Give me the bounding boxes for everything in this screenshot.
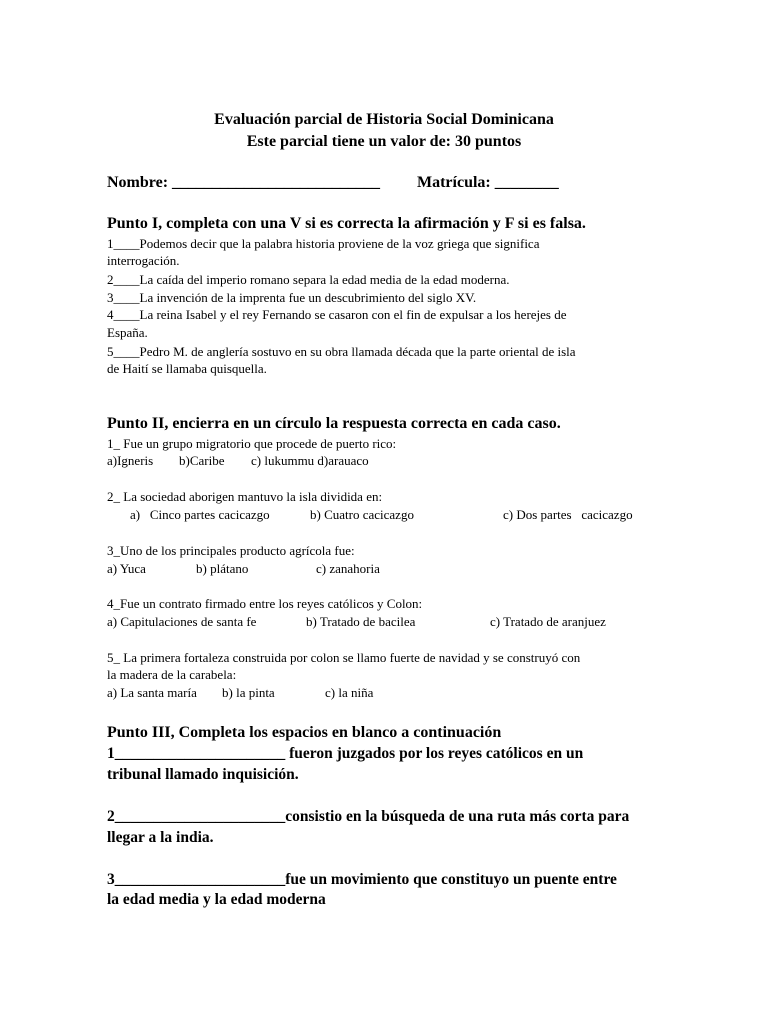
exam-title: Evaluación parcial de Historia Social Dominicana xyxy=(214,111,554,128)
part1-line: 4____La reina Isabel y el rey Fernando se casaron con el fin de expulsar a los herejes de xyxy=(107,307,567,322)
exam-subtitle: Este parcial tiene un valor de: 30 puntos xyxy=(246,133,522,150)
fill-in-item-1: 1______________________ fueron juzgados por los reyes católicos en un xyxy=(107,745,584,762)
q5-option-c: c) la niña xyxy=(325,685,374,700)
part2-heading: Punto II, encierra en un círculo la respuesta correcta en cada caso. xyxy=(107,415,561,432)
question-5-text: 5_ La primera fortaleza construida por colon se llamo fuerte de navidad y se construyó con xyxy=(107,650,581,665)
fill-in-item-1-continued: tribunal llamado inquisición. xyxy=(107,766,299,783)
part1-heading: Punto I, completa con una V si es correcta la afirmación y F si es falsa. xyxy=(107,215,586,232)
part3-heading: Punto III, Completa los espacios en blanco a continuación xyxy=(107,724,502,741)
q3-option-a: a) Yuca xyxy=(107,561,146,576)
question-1-text: 1_ Fue un grupo migratorio que procede de puerto rico: xyxy=(107,436,397,451)
part1-line: España. xyxy=(107,325,148,340)
q1-option-a: a)Igneris xyxy=(107,453,154,468)
q1-option-b: b)Caribe xyxy=(179,453,225,468)
question-3-text: 3_Uno de los principales producto agrícola fue: xyxy=(107,543,355,558)
question-5-text-continued: la madera de la carabela: xyxy=(107,667,237,682)
q2-option-c: c) Dos partes cacicazgo xyxy=(503,507,633,522)
q3-option-b: b) plátano xyxy=(196,561,249,576)
part1-line: interrogación. xyxy=(107,253,180,268)
q2-option-a: a) Cinco partes cacicazgo xyxy=(130,507,270,522)
q1-option-c: c) lukummu d)arauaco xyxy=(251,453,369,468)
part1-line: de Haití se llamaba quisquella. xyxy=(107,361,267,376)
part1-line: 3____La invención de la imprenta fue un descubrimiento del siglo XV. xyxy=(107,290,477,305)
q2-option-b: b) Cuatro cacicazgo xyxy=(310,507,414,522)
part1-line: 5____Pedro M. de anglería sostuvo en su obra llamada década que la parte oriental de isla xyxy=(107,344,576,359)
name-field-label: Nombre: __________________________ xyxy=(107,174,381,191)
fill-in-item-3: 3______________________fue un movimiento que constituyo un puente entre xyxy=(107,871,617,888)
q5-option-a: a) La santa maría xyxy=(107,685,197,700)
q4-option-c: c) Tratado de aranjuez xyxy=(490,614,606,629)
q5-option-b: b) la pinta xyxy=(222,685,275,700)
q4-option-a: a) Capitulaciones de santa fe xyxy=(107,614,257,629)
question-4-text: 4_Fue un contrato firmado entre los reyes católicos y Colon: xyxy=(107,596,423,611)
part1-line: 2____La caída del imperio romano separa la edad media de la edad moderna. xyxy=(107,272,510,287)
question-2-text: 2_ La sociedad aborigen mantuvo la isla dividida en: xyxy=(107,489,383,504)
q4-option-b: b) Tratado de bacilea xyxy=(306,614,416,629)
q3-option-c: c) zanahoria xyxy=(316,561,380,576)
fill-in-item-2: 2______________________consistio en la búsqueda de una ruta más corta para xyxy=(107,808,630,825)
id-field-label: Matrícula: ________ xyxy=(417,174,559,191)
part1-line: 1____Podemos decir que la palabra historia proviene de la voz griega que significa xyxy=(107,236,540,251)
fill-in-item-2-continued: llegar a la india. xyxy=(107,829,214,846)
fill-in-item-3-continued: la edad media y la edad moderna xyxy=(107,891,326,908)
